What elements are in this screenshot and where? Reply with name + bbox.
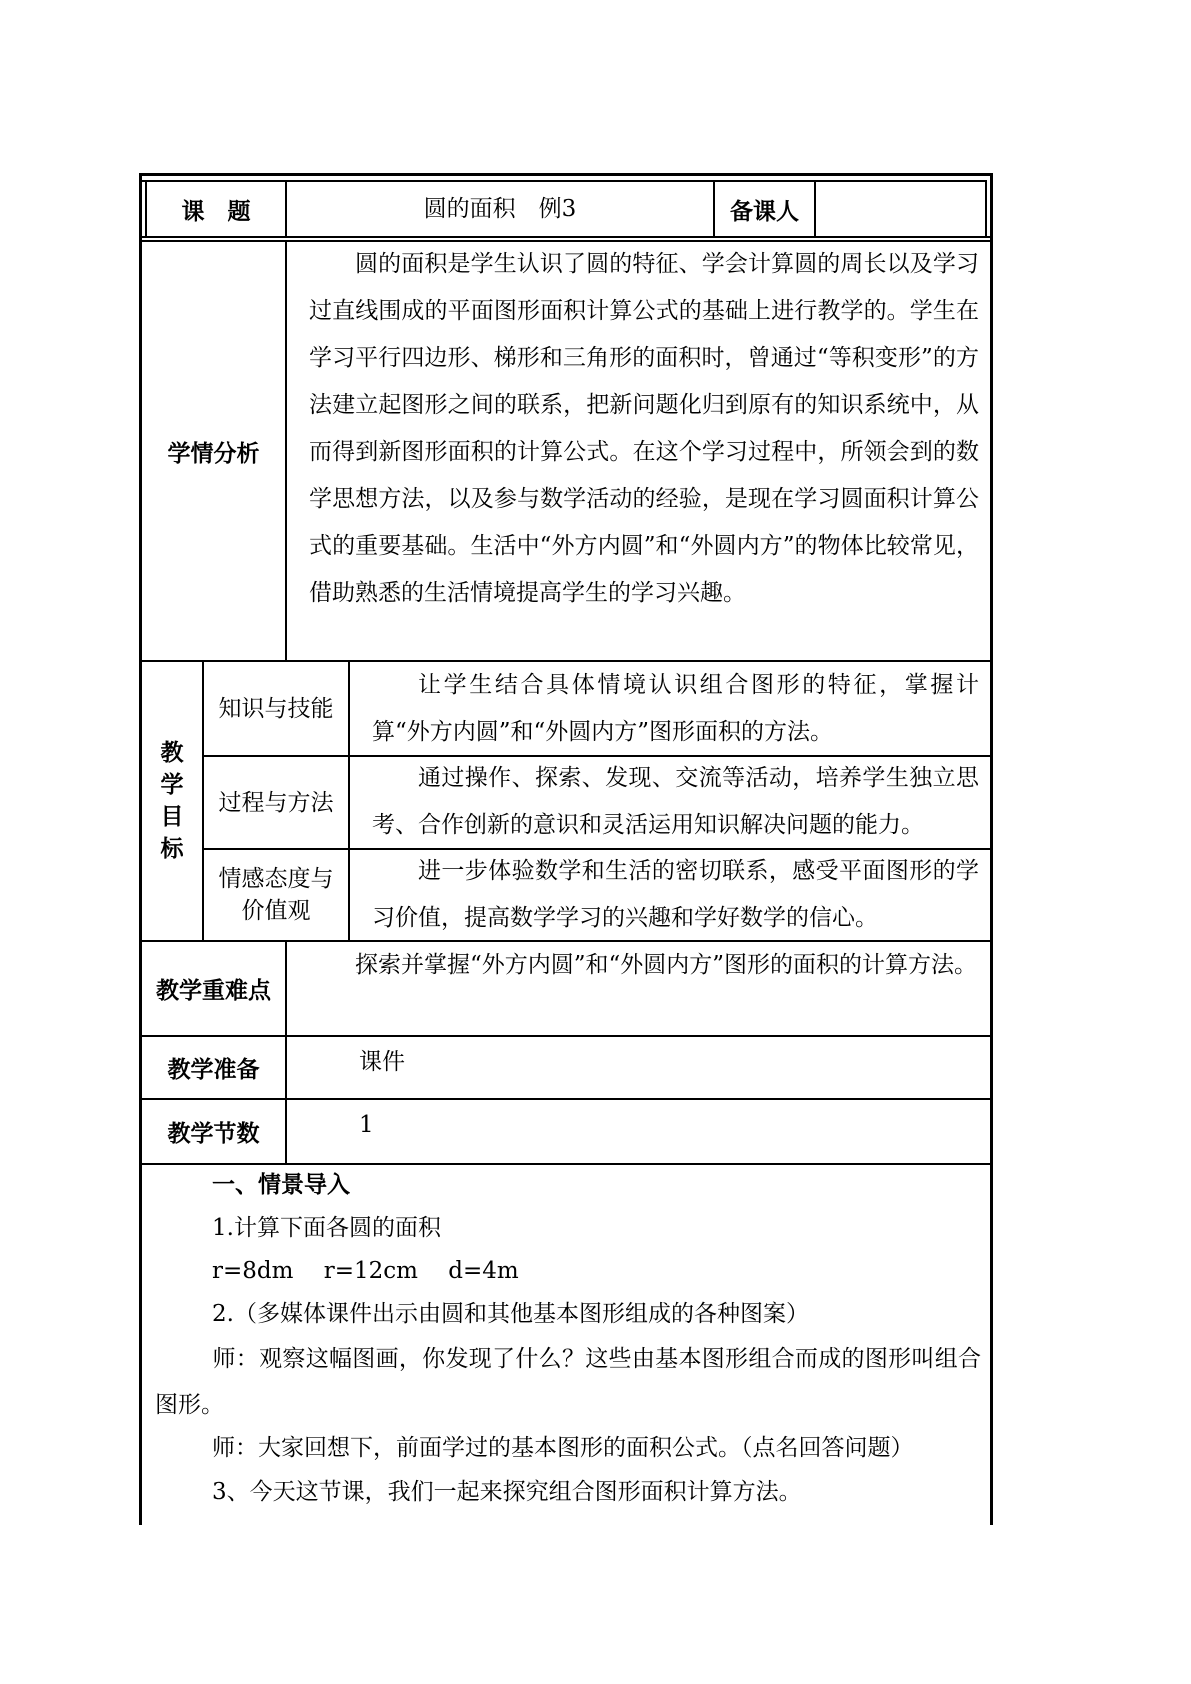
table-top-border	[139, 173, 993, 176]
goal-process-label: 过程与方法	[218, 789, 334, 816]
prep-text: 课件	[359, 1049, 405, 1075]
analysis-divider	[285, 242, 287, 662]
goals-label-char-2: 学	[160, 772, 184, 798]
title-row-inner-right	[985, 180, 987, 238]
item-2: 2.（多媒体课件出示由圆和其他基本图形组成的各种图案）	[212, 1301, 809, 1327]
key-label: 教学重难点	[156, 978, 271, 1004]
teacher-question-1: 师：观察这幅图画，你发现了什么？这些由基本图形组合而成的图形叫组合图形。	[155, 1346, 981, 1418]
goals-label	[142, 662, 202, 940]
goal-knowledge-text: 让学生结合具体情境认识组合图形的特征，掌握计算“外方内圆”和“外圆内方”图形面积的方法。	[372, 672, 979, 745]
analysis-label: 学情分析	[167, 440, 260, 467]
item-3: 3、今天这节课，我们一起来探究组合图形面积计算方法。	[212, 1479, 802, 1505]
goal-attitude-label: 情感态度与价值观	[218, 866, 334, 924]
item-1: 1.计算下面各圆的面积	[212, 1215, 441, 1241]
prep-label: 教学准备	[167, 1057, 260, 1083]
periods-text: 1	[359, 1112, 374, 1138]
formulas: r=8dm r=12cm d=4m	[212, 1258, 519, 1284]
goal-process-text: 通过操作、探索、发现、交流等活动，培养学生独立思考、合作创新的意识和灵活运用知识解决问题的能力。	[372, 765, 979, 838]
goal-attitude-text: 进一步体验数学和生活的密切联系，感受平面图形的学习价值，提高数学学习的兴趣和学好数学的信心。	[372, 858, 979, 931]
periods-bottom	[142, 1163, 990, 1165]
section-title: 一、情景导入	[212, 1172, 350, 1198]
analysis-text: 圆的面积是学生认识了圆的特征、学会计算圆的周长以及学习过直线围成的平面图形面积计算公式的基础上进行教学的。学生在学习平行四边形、梯形和三角形的面积时，曾通过“等积变形”的方法建立起图形之间的联系，把新问题化归到原有的知识系统中，从而得到新图形面积的计算公式。在这个学习过程中，所领会到的数学思想方法，以及参与数学活动的经验，是现在学习圆面积计算公式的重要基础。生活中“外方内圆”和“外圆内方”的物体比较常见，借助熟悉的生活情境提高学生的学习兴趣。	[309, 251, 979, 606]
key-text: 探索并掌握“外方内圆”和“外圆内方”图形的面积的计算方法。	[355, 952, 978, 978]
goals-label-char-1: 教	[160, 740, 184, 766]
goals-divider-2	[348, 662, 350, 942]
teacher-question-2: 师：大家回想下，前面学过的基本图形的面积公式。（点名回答问题）	[212, 1435, 914, 1461]
preparer-label: 备课人	[730, 198, 799, 225]
goals-label-char-3: 目	[160, 804, 184, 830]
goal-knowledge-label: 知识与技能	[218, 695, 334, 722]
title-row-bottom	[142, 236, 990, 238]
topic-value: 圆的面积 例3	[423, 196, 577, 222]
goals-label-char-4: 标	[160, 836, 184, 862]
lower-divider	[285, 942, 287, 1165]
table-right-border	[990, 173, 993, 1525]
preparer-value	[816, 182, 985, 236]
periods-label: 教学节数	[167, 1121, 260, 1147]
topic-label: 课 题	[181, 198, 251, 225]
